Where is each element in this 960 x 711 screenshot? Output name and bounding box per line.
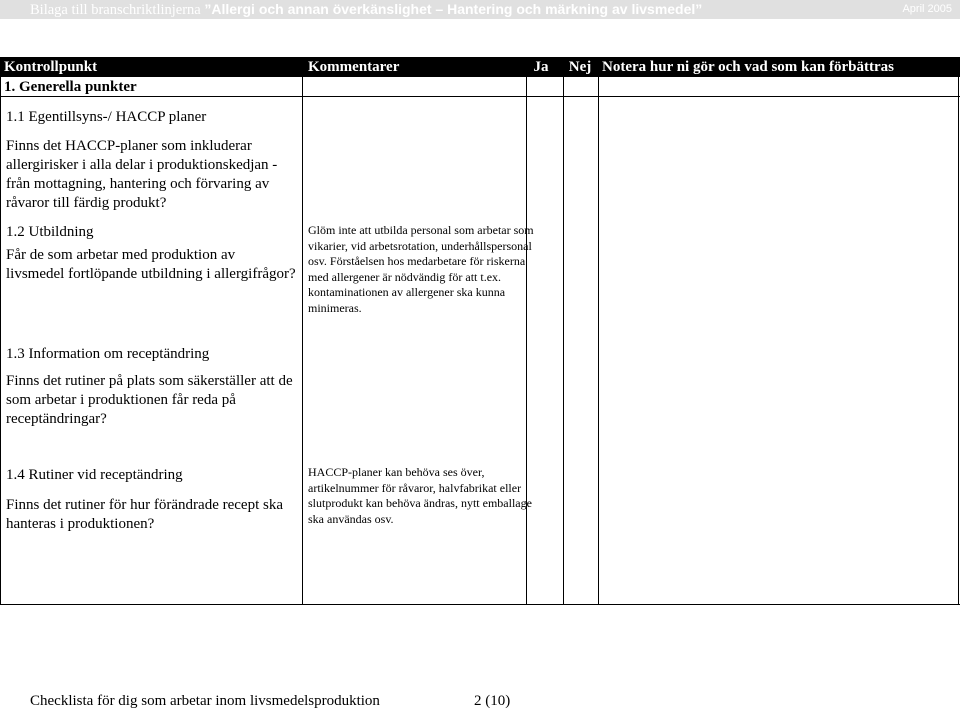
document-header bbox=[0, 0, 960, 19]
item-question: Får de som arbetar med produktion av livsmedel fortlöpande utbildning i allergifrågor? bbox=[6, 247, 296, 282]
item-title: 1.3 Information om receptändring bbox=[6, 346, 210, 362]
column-kommentarer: Kommentarer bbox=[308, 59, 400, 75]
item-comment: Glöm inte att utbilda personal som arbetar som vikarier, vid arbetsrotation, underhållspersonal osv. Förståelsen hos medarbetare för riskerna med allergener är nödvändig för att t.ex. kontaminationen av allergener ska kunna minimeras. bbox=[308, 223, 534, 315]
section-title: 1. Generella punkter bbox=[4, 79, 137, 95]
item-question: Finns det HACCP-planer som inkluderar allergirisker i alla delar i produktionskedjan - från mottagning, hantering och förvaring av råvaror till färdig produkt? bbox=[6, 138, 278, 211]
column-ja: Ja bbox=[533, 59, 549, 75]
item-title: 1.1 Egentillsyns-/ HACCP planer bbox=[6, 109, 207, 125]
column-notera: Notera hur ni gör och vad som kan förbättras bbox=[602, 59, 894, 75]
table-divider-kommentarer bbox=[302, 77, 303, 605]
item-title: 1.2 Utbildning bbox=[6, 224, 94, 240]
table-divider-notera bbox=[598, 57, 599, 605]
item-question: Finns det rutiner på plats som säkerställer att de som arbetar i produktionen får reda på receptändringar? bbox=[6, 373, 293, 427]
table-border-right bbox=[958, 57, 959, 605]
table-border-left bbox=[0, 57, 1, 605]
footer-page-number: 2 (10) bbox=[474, 693, 511, 709]
item-question: Finns det rutiner för hur förändrade recept ska hanteras i produktionen? bbox=[6, 497, 283, 532]
item-title: 1.4 Rutiner vid receptändring bbox=[6, 467, 183, 483]
table-divider-nej bbox=[563, 57, 564, 605]
column-nej: Nej bbox=[568, 59, 592, 75]
table-line-section bbox=[0, 96, 960, 97]
header-title bbox=[30, 0, 702, 19]
header-title-bold: ”Allergi och annan överkänslighet – Hantering och märkning av livsmedel” bbox=[204, 1, 703, 17]
footer-text: Checklista för dig som arbetar inom livsmedelsproduktion bbox=[30, 693, 380, 709]
column-kontrollpunkt: Kontrollpunkt bbox=[4, 59, 98, 75]
table-line-bottom bbox=[0, 604, 960, 605]
header-date: April 2005 bbox=[902, 3, 952, 15]
item-comment: HACCP-planer kan behöva ses över, artikelnummer för råvaror, halvfabrikat eller slutprodukt kan behöva ändras, nytt emballage ska användas osv. bbox=[308, 465, 532, 526]
header-title-prefix: Bilaga till branschriktlinjerna bbox=[30, 2, 205, 18]
